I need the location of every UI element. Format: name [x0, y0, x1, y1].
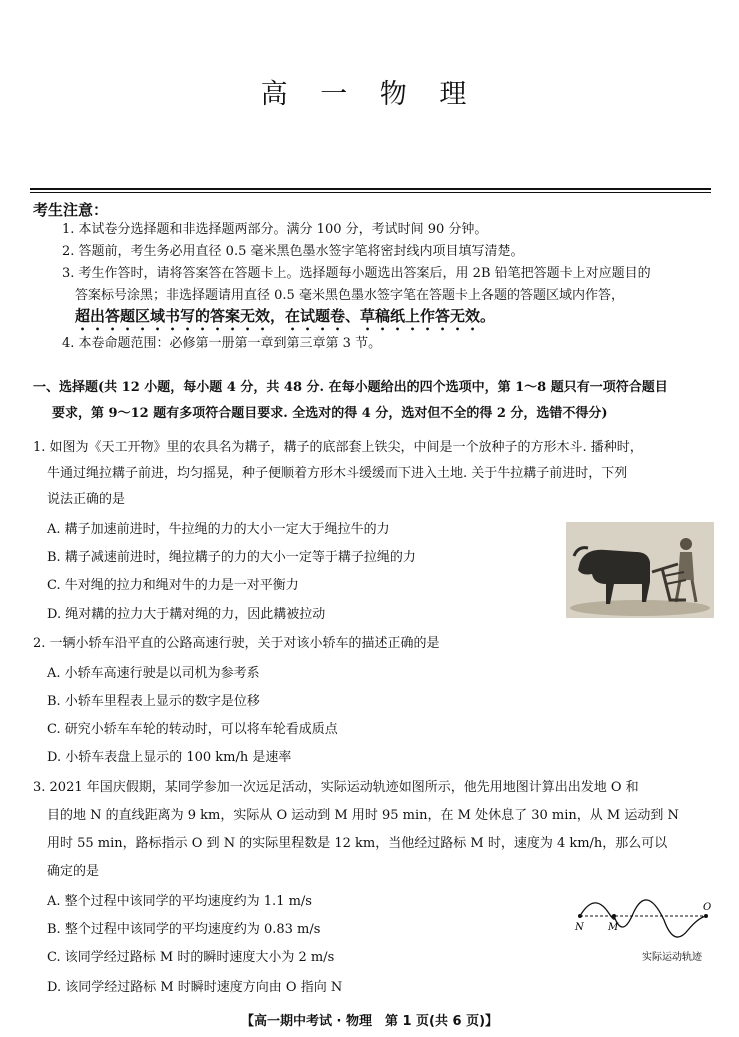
- notice-item-3-cont: 答案标号涂黑；非选择题请用直径 0.5 毫米黑色墨水签字笔在答题卡上各题的答题区域内作答，: [75, 288, 624, 303]
- question-3-stem-cont3: 确定的是: [47, 864, 100, 879]
- section-header-line1: 一、选择题(共 12 小题，每小题 4 分，共 48 分. 在每小题给出的四个选项中，第 1～8 题只有一项符合题目: [33, 380, 668, 395]
- question-2-option-a: A. 小轿车高速行驶是以司机为参考系: [47, 666, 260, 681]
- question-1-option-b: B. 耩子减速前进时，绳拉耩子的力的大小一定等于耩子拉绳的力: [47, 550, 416, 565]
- emphasis-text: 超出答题区域书写的答案无效，在试题卷、草稿纸上作答无效。: [75, 307, 496, 325]
- question-2-stem: 2. 一辆小轿车沿平直的公路高速行驶，关于对该小轿车的描述正确的是: [33, 636, 440, 651]
- notice-item-3: 3. 考生作答时，请将答案答在答题卡上。选择题每小题选出答案后，用 2B 铅笔把答题卡上对应题目的: [62, 266, 651, 281]
- divider-thin: [30, 192, 711, 193]
- point-o-label: O: [703, 902, 712, 913]
- question-1-option-d: D. 绳对耩的拉力大于耩对绳的力，因此耩被拉动: [47, 607, 326, 622]
- divider-thick: [30, 188, 711, 190]
- question-2-option-b: B. 小轿车里程表上显示的数字是位移: [47, 694, 260, 709]
- notice-item-2: 2. 答题前，考生务必用直径 0.5 毫米黑色墨水签字笔将密封线内项目填写清楚。: [62, 244, 524, 259]
- notice-item-4: 4. 本卷命题范围：必修第一册第一章到第三章第 3 节。: [62, 336, 382, 351]
- question-1-option-c: C. 牛对绳的拉力和绳对牛的力是一对平衡力: [47, 578, 299, 593]
- question-1-stem-cont2: 说法正确的是: [47, 492, 126, 507]
- question-3-stem-cont2: 用时 55 min，路标指示 O 到 N 的实际里程数是 12 km，当他经过路标 M 时，速度为 4 km/h，那么可以: [47, 836, 668, 851]
- notice-item-3-emphasis: [75, 306, 715, 334]
- notice-heading: 考生注意：: [33, 201, 109, 219]
- question-3-option-a: A. 整个过程中该同学的平均速度约为 1.1 m/s: [47, 894, 312, 909]
- question-1-stem: 1. 如图为《天工开物》里的农具名为耩子，耩子的底部套上铁尖，中间是一个放种子的方形木斗. 播种时，: [33, 440, 643, 455]
- ox-plough-illustration: [566, 522, 714, 618]
- question-3-option-b: B. 整个过程中该同学的平均速度约为 0.83 m/s: [47, 922, 321, 937]
- question-1-option-a: A. 耩子加速前进时，牛拉绳的力的大小一定大于绳拉牛的力: [47, 522, 390, 537]
- page-title: 高 一 物 理: [260, 79, 479, 110]
- page-footer: 【高一期中考试 · 物理 第 1 页(共 6 页)】: [240, 1014, 499, 1029]
- section-header-line2: 要求，第 9～12 题有多项符合题目要求. 全选对的得 4 分，选对但不全的得 2 分，选错不得分): [52, 406, 608, 421]
- notice-item-1: 1. 本试卷分选择题和非选择题两部分。满分 100 分，考试时间 90 分钟。: [62, 222, 488, 237]
- point-m-label: M: [608, 922, 619, 933]
- question-3-stem-cont: 目的地 N 的直线距离为 9 km，实际从 O 运动到 M 用时 95 min，在 M 处休息了 30 min，从 M 运动到 N: [47, 808, 679, 823]
- trajectory-caption: 实际运动轨迹: [642, 952, 702, 963]
- question-3-option-d: D. 该同学经过路标 M 时瞬时速度方向由 O 指向 N: [47, 980, 343, 995]
- question-3-stem: 3. 2021 年国庆假期，某同学参加一次远足活动，实际运动轨迹如图所示，他先用地图计算出出发地 O 和: [33, 780, 639, 795]
- trajectory-diagram: [570, 892, 720, 967]
- question-1-stem-cont: 牛通过绳拉耩子前进，均匀摇晃，种子便顺着方形木斗缓缓而下进入土地. 关于牛拉耩子前进时，下列: [47, 466, 628, 481]
- question-3-option-c: C. 该同学经过路标 M 时的瞬时速度大小为 2 m/s: [47, 950, 335, 965]
- question-2-option-d: D. 小轿车表盘上显示的 100 km/h 是速率: [47, 750, 292, 765]
- point-n-label: N: [575, 922, 584, 933]
- question-2-option-c: C. 研究小轿车车轮的转动时，可以将车轮看成质点: [47, 722, 338, 737]
